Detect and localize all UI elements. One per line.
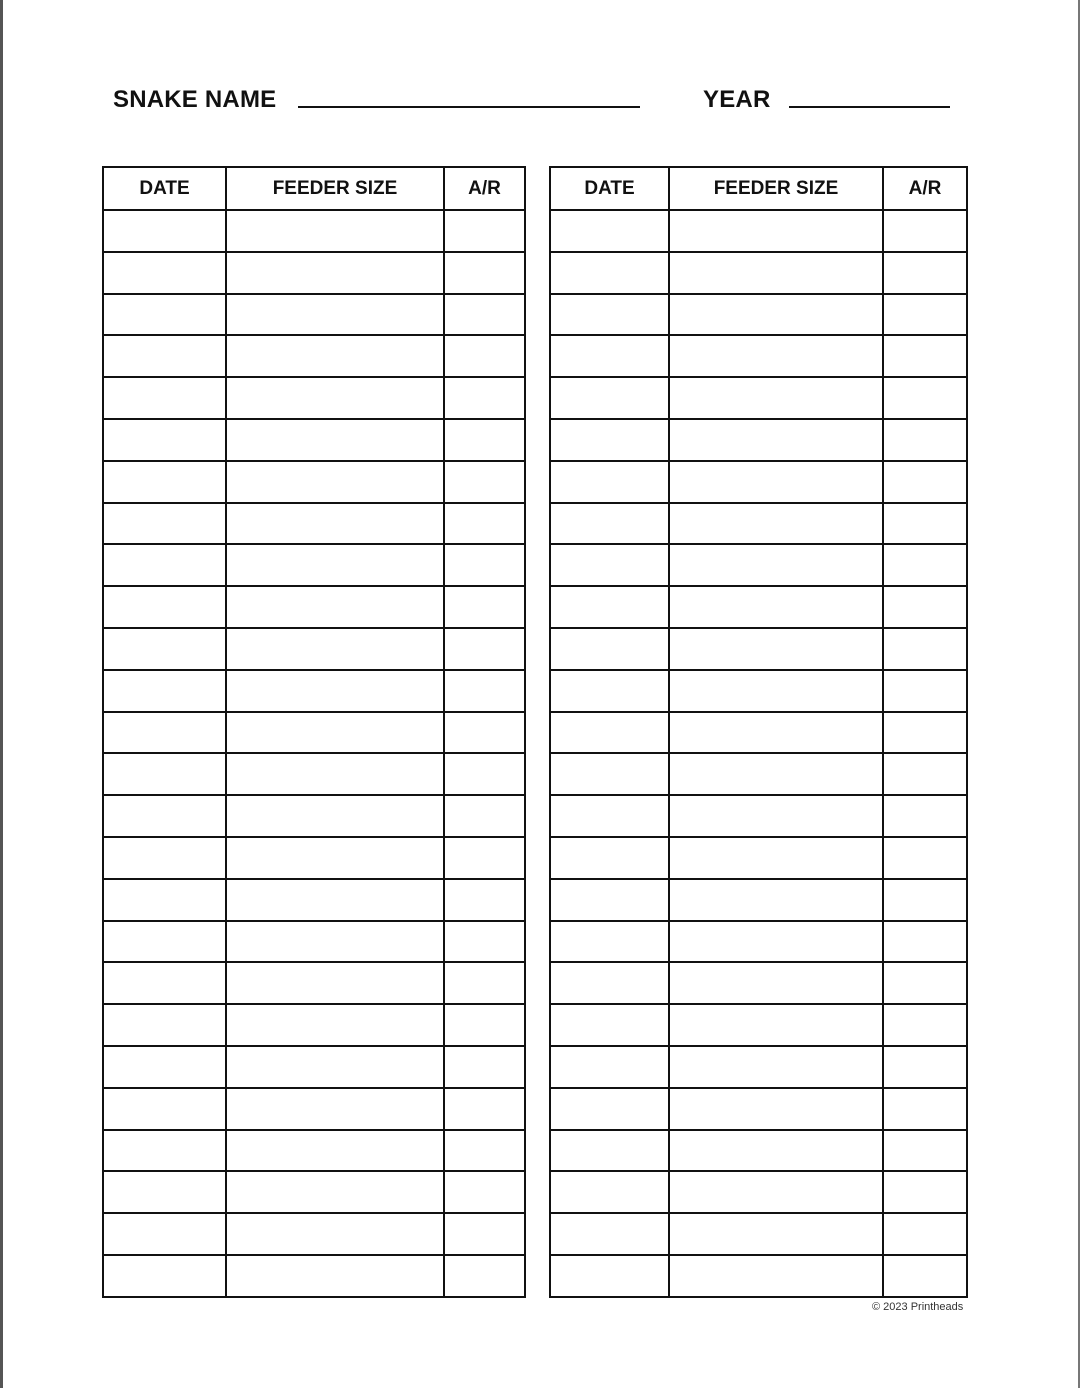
date-cell[interactable]: [550, 503, 669, 545]
table-row: [550, 1255, 967, 1297]
table-row: [103, 1171, 525, 1213]
accepted-refused-cell[interactable]: [883, 795, 967, 837]
feeder-size-cell[interactable]: [226, 962, 444, 1004]
accepted-refused-cell[interactable]: [444, 377, 525, 419]
accepted-refused-cell[interactable]: [444, 503, 525, 545]
feeder-size-cell[interactable]: [226, 753, 444, 795]
feeder-size-cell[interactable]: [669, 252, 883, 294]
feeder-size-cell[interactable]: [669, 1088, 883, 1130]
accepted-refused-cell[interactable]: [883, 1046, 967, 1088]
accepted-refused-cell[interactable]: [883, 461, 967, 503]
table-row: [550, 962, 967, 1004]
table-row: [550, 461, 967, 503]
date-cell[interactable]: [103, 962, 226, 1004]
feeder-size-cell[interactable]: [226, 419, 444, 461]
feeder-size-cell[interactable]: [226, 586, 444, 628]
feeder-size-cell[interactable]: [226, 294, 444, 336]
accepted-refused-cell[interactable]: [883, 962, 967, 1004]
accepted-refused-cell[interactable]: [444, 921, 525, 963]
feeder-size-cell[interactable]: [226, 1171, 444, 1213]
accepted-refused-cell[interactable]: [444, 335, 525, 377]
accepted-refused-cell[interactable]: [444, 1171, 525, 1213]
date-cell[interactable]: [103, 795, 226, 837]
feeder-size-cell[interactable]: [226, 795, 444, 837]
date-cell[interactable]: [103, 1213, 226, 1255]
table-row: [103, 879, 525, 921]
table-row: [550, 712, 967, 754]
table-row: [550, 1213, 967, 1255]
accepted-refused-cell[interactable]: [444, 1130, 525, 1172]
date-cell[interactable]: [550, 628, 669, 670]
snake-name-field[interactable]: [298, 106, 640, 108]
accepted-refused-cell[interactable]: [444, 753, 525, 795]
date-cell[interactable]: [550, 252, 669, 294]
accepted-refused-cell[interactable]: [883, 879, 967, 921]
feeder-size-cell[interactable]: [669, 586, 883, 628]
accepted-refused-cell[interactable]: [444, 586, 525, 628]
feeding-log-table-right: [549, 166, 968, 1298]
date-cell[interactable]: [550, 921, 669, 963]
accepted-refused-cell[interactable]: [883, 921, 967, 963]
table-row: [103, 252, 525, 294]
feeder-size-cell[interactable]: [669, 377, 883, 419]
accepted-refused-cell[interactable]: [883, 1004, 967, 1046]
accepted-refused-cell[interactable]: [444, 962, 525, 1004]
feeder-size-cell[interactable]: [669, 503, 883, 545]
date-cell[interactable]: [550, 294, 669, 336]
table-row: [550, 1088, 967, 1130]
table-row: [103, 586, 525, 628]
date-cell[interactable]: [103, 377, 226, 419]
page-left-edge: [0, 0, 3, 1388]
accepted-refused-cell[interactable]: [444, 461, 525, 503]
date-cell[interactable]: [550, 377, 669, 419]
date-cell[interactable]: [103, 1004, 226, 1046]
feeder-size-cell[interactable]: [669, 1171, 883, 1213]
date-cell[interactable]: [103, 837, 226, 879]
feeder-size-cell[interactable]: [226, 544, 444, 586]
feeder-size-cell[interactable]: [669, 1130, 883, 1172]
accepted-refused-cell[interactable]: [883, 1171, 967, 1213]
accepted-refused-cell[interactable]: [883, 837, 967, 879]
date-cell[interactable]: [550, 1255, 669, 1297]
date-cell[interactable]: [550, 1213, 669, 1255]
column-header-accepted-refused: A/R: [444, 167, 525, 210]
accepted-refused-cell[interactable]: [444, 712, 525, 754]
date-cell[interactable]: [103, 1088, 226, 1130]
table-row: [103, 795, 525, 837]
date-cell[interactable]: [103, 921, 226, 963]
accepted-refused-cell[interactable]: [883, 335, 967, 377]
table-row: [550, 879, 967, 921]
table-body-left: [103, 210, 525, 1297]
accepted-refused-cell[interactable]: [444, 628, 525, 670]
accepted-refused-cell[interactable]: [444, 210, 525, 252]
feeder-size-cell[interactable]: [226, 1130, 444, 1172]
accepted-refused-cell[interactable]: [883, 503, 967, 545]
feeder-size-cell[interactable]: [226, 628, 444, 670]
date-cell[interactable]: [550, 753, 669, 795]
date-cell[interactable]: [550, 586, 669, 628]
accepted-refused-cell[interactable]: [883, 377, 967, 419]
table-row: [103, 1046, 525, 1088]
date-cell[interactable]: [550, 670, 669, 712]
feeder-size-cell[interactable]: [226, 879, 444, 921]
accepted-refused-cell[interactable]: [883, 753, 967, 795]
accepted-refused-cell[interactable]: [444, 252, 525, 294]
year-label: YEAR: [703, 86, 771, 113]
table-row: [103, 335, 525, 377]
year-field[interactable]: [789, 106, 950, 108]
accepted-refused-cell[interactable]: [444, 1213, 525, 1255]
date-cell[interactable]: [103, 503, 226, 545]
date-cell[interactable]: [103, 335, 226, 377]
date-cell[interactable]: [550, 1171, 669, 1213]
table-row: [550, 294, 967, 336]
feeder-size-cell[interactable]: [669, 753, 883, 795]
date-cell[interactable]: [103, 1255, 226, 1297]
accepted-refused-cell[interactable]: [883, 419, 967, 461]
date-cell[interactable]: [103, 712, 226, 754]
date-cell[interactable]: [550, 1088, 669, 1130]
feeder-size-cell[interactable]: [669, 1255, 883, 1297]
table-row: [103, 628, 525, 670]
table-row: [103, 419, 525, 461]
feeder-size-cell[interactable]: [226, 377, 444, 419]
table-row: [103, 921, 525, 963]
accepted-refused-cell[interactable]: [444, 544, 525, 586]
feeder-size-cell[interactable]: [226, 503, 444, 545]
table-row: [103, 1213, 525, 1255]
feeder-size-cell[interactable]: [669, 712, 883, 754]
feeder-size-cell[interactable]: [226, 1088, 444, 1130]
accepted-refused-cell[interactable]: [444, 419, 525, 461]
feeder-size-cell[interactable]: [669, 461, 883, 503]
date-cell[interactable]: [103, 461, 226, 503]
accepted-refused-cell[interactable]: [444, 1004, 525, 1046]
date-cell[interactable]: [103, 628, 226, 670]
table-header-row: [103, 167, 525, 210]
feeder-size-cell[interactable]: [669, 795, 883, 837]
table-row: [550, 335, 967, 377]
table-row: [103, 1088, 525, 1130]
table-row: [550, 837, 967, 879]
column-header-date: DATE: [103, 167, 226, 210]
accepted-refused-cell[interactable]: [444, 1088, 525, 1130]
table-row: [550, 795, 967, 837]
table-row: [550, 210, 967, 252]
feeding-log-table-left: [102, 166, 526, 1298]
date-cell[interactable]: [103, 1046, 226, 1088]
feeder-size-cell[interactable]: [669, 921, 883, 963]
accepted-refused-cell[interactable]: [883, 1130, 967, 1172]
date-cell[interactable]: [103, 544, 226, 586]
feeder-size-cell[interactable]: [226, 670, 444, 712]
feeder-size-cell[interactable]: [669, 1213, 883, 1255]
date-cell[interactable]: [103, 294, 226, 336]
feeder-size-cell[interactable]: [226, 252, 444, 294]
feeder-size-cell[interactable]: [226, 921, 444, 963]
table-row: [103, 837, 525, 879]
accepted-refused-cell[interactable]: [883, 628, 967, 670]
feeder-size-cell[interactable]: [669, 879, 883, 921]
table-row: [103, 210, 525, 252]
date-cell[interactable]: [550, 1046, 669, 1088]
table-row: [550, 503, 967, 545]
date-cell[interactable]: [550, 962, 669, 1004]
accepted-refused-cell[interactable]: [883, 712, 967, 754]
feeder-size-cell[interactable]: [226, 461, 444, 503]
accepted-refused-cell[interactable]: [883, 210, 967, 252]
date-cell[interactable]: [550, 879, 669, 921]
date-cell[interactable]: [550, 837, 669, 879]
feeder-size-cell[interactable]: [669, 1046, 883, 1088]
date-cell[interactable]: [103, 1171, 226, 1213]
table-row: [103, 1004, 525, 1046]
date-cell[interactable]: [550, 210, 669, 252]
accepted-refused-cell[interactable]: [444, 837, 525, 879]
table-row: [550, 1130, 967, 1172]
feeder-size-cell[interactable]: [669, 837, 883, 879]
table-row: [103, 753, 525, 795]
date-cell[interactable]: [550, 544, 669, 586]
date-cell[interactable]: [103, 419, 226, 461]
snake-name-label: SNAKE NAME: [113, 86, 277, 113]
table-row: [103, 1255, 525, 1297]
table-row: [550, 544, 967, 586]
table-row: [550, 1046, 967, 1088]
feeder-size-cell[interactable]: [226, 1046, 444, 1088]
table-row: [103, 461, 525, 503]
feeder-size-cell[interactable]: [669, 628, 883, 670]
column-header-feeder-size: FEEDER SIZE: [669, 167, 883, 210]
accepted-refused-cell[interactable]: [883, 1088, 967, 1130]
date-cell[interactable]: [550, 419, 669, 461]
feeder-size-cell[interactable]: [226, 1255, 444, 1297]
accepted-refused-cell[interactable]: [883, 294, 967, 336]
feeder-size-cell[interactable]: [669, 1004, 883, 1046]
date-cell[interactable]: [550, 1004, 669, 1046]
feeder-size-cell[interactable]: [226, 335, 444, 377]
feeder-size-cell[interactable]: [669, 962, 883, 1004]
date-cell[interactable]: [103, 586, 226, 628]
table-row: [550, 1171, 967, 1213]
table-row: [103, 544, 525, 586]
table-row: [550, 753, 967, 795]
accepted-refused-cell[interactable]: [444, 294, 525, 336]
column-header-feeder-size: FEEDER SIZE: [226, 167, 444, 210]
accepted-refused-cell[interactable]: [444, 795, 525, 837]
date-cell[interactable]: [550, 335, 669, 377]
feeder-size-cell[interactable]: [226, 1213, 444, 1255]
table-row: [103, 712, 525, 754]
table-row: [103, 377, 525, 419]
feeder-size-cell[interactable]: [226, 210, 444, 252]
table-row: [550, 921, 967, 963]
accepted-refused-cell[interactable]: [883, 1255, 967, 1297]
table-header-row: [550, 167, 967, 210]
date-cell[interactable]: [103, 670, 226, 712]
feeder-size-cell[interactable]: [669, 544, 883, 586]
feeder-size-cell[interactable]: [669, 335, 883, 377]
feeder-size-cell[interactable]: [226, 712, 444, 754]
copyright-notice: © 2023 Printheads: [872, 1301, 964, 1313]
date-cell[interactable]: [103, 753, 226, 795]
accepted-refused-cell[interactable]: [444, 879, 525, 921]
table-row: [103, 670, 525, 712]
table-row: [103, 503, 525, 545]
date-cell[interactable]: [550, 1130, 669, 1172]
feeder-size-cell[interactable]: [669, 419, 883, 461]
accepted-refused-cell[interactable]: [444, 670, 525, 712]
table-row: [550, 1004, 967, 1046]
accepted-refused-cell[interactable]: [883, 670, 967, 712]
feeder-size-cell[interactable]: [226, 1004, 444, 1046]
date-cell[interactable]: [550, 461, 669, 503]
column-header-accepted-refused: A/R: [883, 167, 967, 210]
table-row: [103, 1130, 525, 1172]
date-cell[interactable]: [103, 1130, 226, 1172]
accepted-refused-cell[interactable]: [883, 1213, 967, 1255]
table-row: [550, 377, 967, 419]
table-body-right: [550, 210, 967, 1297]
table-row: [550, 586, 967, 628]
table-row: [103, 294, 525, 336]
table-row: [550, 670, 967, 712]
feeder-size-cell[interactable]: [669, 670, 883, 712]
table-row: [103, 962, 525, 1004]
accepted-refused-cell[interactable]: [883, 252, 967, 294]
table-row: [550, 628, 967, 670]
table-row: [550, 252, 967, 294]
feeder-size-cell[interactable]: [669, 210, 883, 252]
accepted-refused-cell[interactable]: [444, 1046, 525, 1088]
date-cell[interactable]: [550, 795, 669, 837]
feeder-size-cell[interactable]: [669, 294, 883, 336]
accepted-refused-cell[interactable]: [883, 544, 967, 586]
date-cell[interactable]: [103, 252, 226, 294]
date-cell[interactable]: [550, 712, 669, 754]
accepted-refused-cell[interactable]: [883, 586, 967, 628]
date-cell[interactable]: [103, 879, 226, 921]
column-header-date: DATE: [550, 167, 669, 210]
accepted-refused-cell[interactable]: [444, 1255, 525, 1297]
table-row: [550, 419, 967, 461]
feeder-size-cell[interactable]: [226, 837, 444, 879]
date-cell[interactable]: [103, 210, 226, 252]
